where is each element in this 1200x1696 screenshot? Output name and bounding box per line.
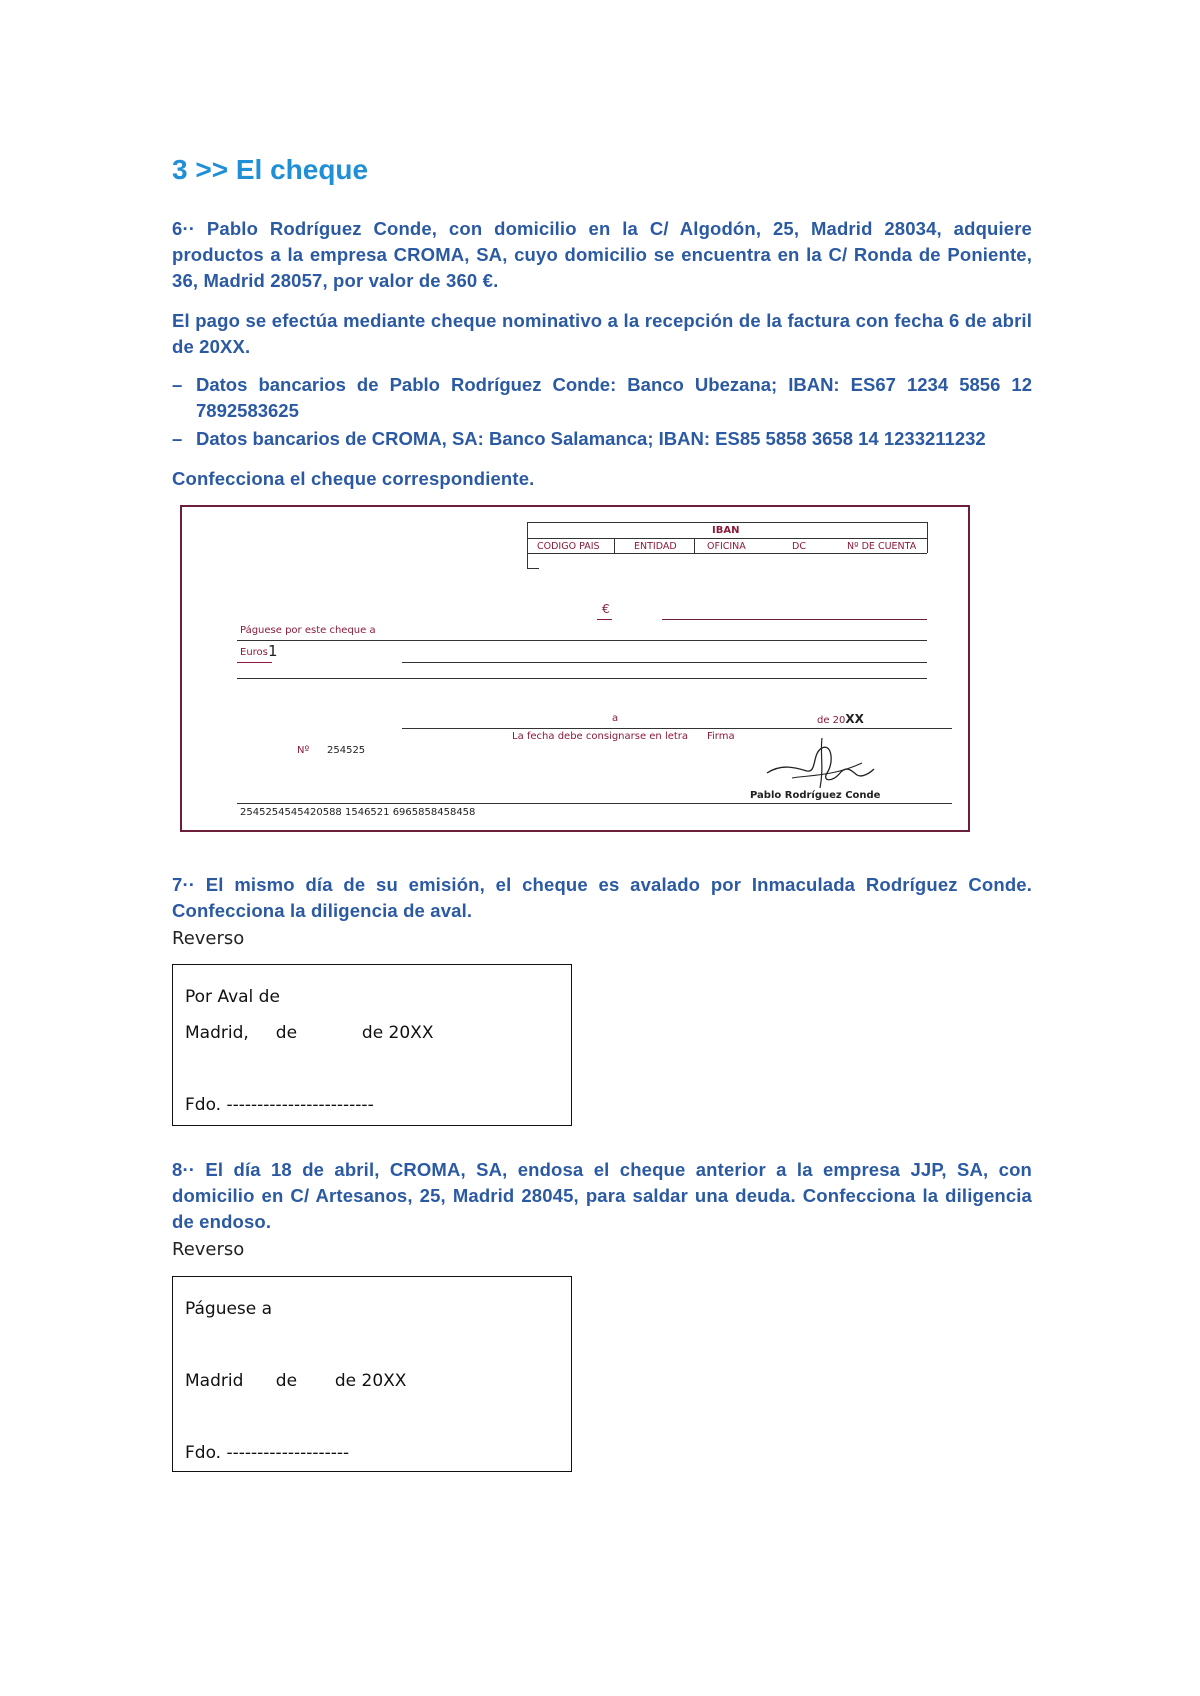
reverse-label-8: Reverso: [172, 1239, 245, 1260]
date-de: [817, 712, 864, 726]
cheque-number: 254525: [327, 745, 366, 756]
iban-top-line: [527, 522, 927, 523]
exercise-6-intro: 6·· Pablo Rodríguez Conde, con domicilio en la C/ Algodón, 25, Madrid 28034, adquiere productos a la empresa CROMA, SA, cuyo domicilio se encuentra en la C/ Ronda de Poniente, 36, Madrid 28057, por valor de 360 €.: [172, 218, 1032, 291]
cheque-number-label: Nº: [297, 745, 310, 756]
euros-line: [402, 662, 927, 663]
aval-line-1: Por Aval de: [185, 987, 280, 1007]
col-office: OFICINA: [707, 541, 746, 552]
endorsement-line-3: Fdo. --------------------: [185, 1443, 350, 1463]
aval-line-2: Madrid, de de 20XX: [185, 1023, 434, 1043]
endorsement-line-2: Madrid de de 20XX: [185, 1371, 407, 1391]
endorsement-line-1: Páguese a: [185, 1299, 273, 1319]
iban-divider: [694, 538, 695, 553]
iban-divider: [614, 538, 615, 553]
col-country: CODIGO PAIS: [537, 541, 600, 552]
date-de-text: de 20: [817, 715, 846, 726]
bullet-dash: –: [172, 428, 183, 449]
bullet-text: Datos bancarios de Pablo Rodríguez Conde: Banco Ubezana; IBAN: ES67 1234 5856 12 7892583625: [196, 374, 1032, 421]
signature-line: [237, 803, 952, 804]
iban-left-border: [527, 522, 528, 568]
euros-line-2: [237, 678, 927, 679]
exercise-6-instruction: Confecciona el cheque correspondiente.: [172, 468, 535, 489]
bullet-croma-bank: [172, 426, 1032, 452]
euros-label: Euros: [240, 647, 268, 658]
date-a: a: [612, 713, 619, 724]
col-account: Nº DE CUENTA: [847, 541, 917, 552]
amount-line: [662, 619, 927, 620]
cheque-form: [180, 505, 970, 832]
col-dc: DC: [792, 541, 806, 552]
exercise-8-text: 8·· El día 18 de abril, CROMA, SA, endosa el cheque anterior a la empresa JJP, SA, con domicilio en C/ Artesanos, 25, Madrid 28045, para saldar una deuda. Confecciona la diligencia de endoso.: [172, 1159, 1032, 1232]
iban-label: IBAN: [712, 525, 740, 536]
iban-mid-line: [527, 538, 927, 539]
aval-line-3: Fdo. ------------------------: [185, 1095, 374, 1115]
col-entity: ENTIDAD: [634, 541, 677, 552]
aval-box: [172, 964, 572, 1126]
reverse-label-7: Reverso: [172, 928, 245, 949]
euros-underline: [237, 662, 272, 663]
date-year: XX: [845, 712, 864, 726]
iban-bottom-line: [527, 553, 927, 554]
endorsement-box: [172, 1276, 572, 1472]
currency-symbol: €: [602, 602, 610, 616]
payee-line: [237, 640, 927, 641]
bullet-text: Datos bancarios de CROMA, SA: Banco Salamanca; IBAN: ES85 5858 3658 14 1233211232: [196, 428, 986, 449]
section-title: 3 >> El cheque: [172, 154, 369, 185]
iban-right-border: [927, 522, 928, 553]
date-line: [402, 728, 952, 729]
signer-name: Pablo Rodríguez Conde: [750, 790, 881, 801]
currency-underline: [597, 619, 612, 620]
euros-mark: 1: [268, 642, 278, 660]
bullet-dash: –: [172, 374, 183, 395]
firma-label: Firma: [707, 731, 735, 742]
signature-scribble: [762, 733, 882, 793]
micr-line: 2545254545420588 1546521 6965858458458: [240, 807, 476, 818]
date-note: La fecha debe consignarse en letra: [512, 731, 689, 742]
bullet-pablo-bank: [172, 372, 1032, 424]
payee-label: Páguese por este cheque a: [240, 625, 376, 636]
iban-corner: [527, 568, 539, 569]
exercise-6-payment: El pago se efectúa mediante cheque nominativo a la recepción de la factura con fecha 6 de abril de 20XX.: [172, 310, 1032, 357]
exercise-7-text: 7·· El mismo día de su emisión, el cheque es avalado por Inmaculada Rodríguez Conde. Confecciona la diligencia de aval.: [172, 874, 1032, 921]
